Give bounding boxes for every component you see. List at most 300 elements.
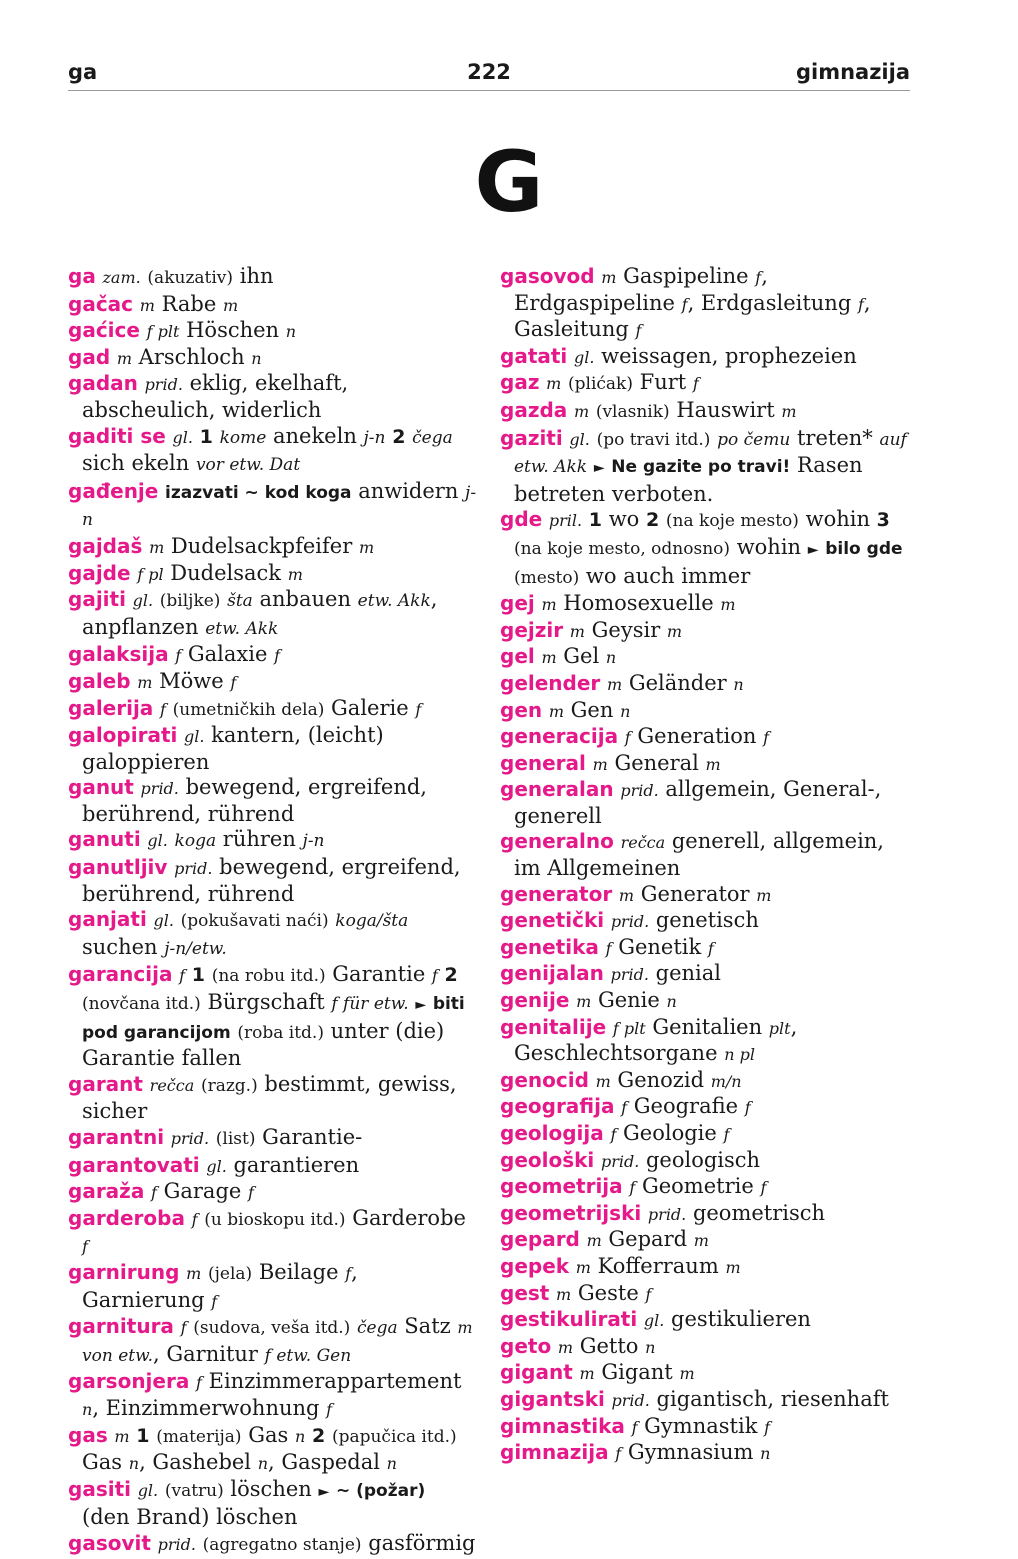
page-number: 222 <box>467 60 511 84</box>
headword: gad <box>68 344 111 369</box>
grammar-label: m <box>666 621 683 641</box>
grammar-label: m <box>556 1284 572 1304</box>
grammar-label: f <box>82 1237 88 1257</box>
usage-note: (pokušavati naći) <box>180 911 329 932</box>
grammar-label: m <box>595 1071 611 1091</box>
grammar-label: prid. <box>170 1129 210 1148</box>
headword: gigantski <box>500 1386 605 1411</box>
phrase: ~ (požar) <box>335 1480 426 1501</box>
headword: gej <box>500 591 535 616</box>
dictionary-entry: gaz m (plićak) Furt f <box>500 370 699 395</box>
grammar-label: m <box>575 1257 591 1277</box>
dictionary-entry: gasovod m Gaspipeline f, Erdgaspipeline f, Erdgasleitung f, Gasleitung f <box>500 264 871 342</box>
grammar-label: m <box>586 1231 602 1251</box>
grammar-label: zam. <box>102 268 141 287</box>
grammar-label: gl. <box>147 831 168 851</box>
grammar-label: n <box>285 322 297 342</box>
grammar-label: prid. <box>620 781 659 801</box>
grammar-label: gl. <box>137 1480 159 1500</box>
headword: garantni <box>68 1125 165 1149</box>
grammar-label: f <box>415 699 422 719</box>
grammar-label: f <box>179 966 186 986</box>
usage-note: (agregatno stanje) <box>202 1534 362 1555</box>
headword: general <box>500 750 586 775</box>
headword: genije <box>500 988 570 1013</box>
phrase-marker: ► <box>318 1483 330 1500</box>
grammar-label: f <box>723 1125 730 1144</box>
grammar-label: f <box>211 1291 218 1311</box>
headword: gaziti <box>500 425 563 450</box>
dictionary-entry: ganutljiv prid. bewegend, ergreifend, berührend, rührend <box>68 855 461 906</box>
headword: garderoba <box>68 1205 185 1230</box>
grammar-label: m <box>606 674 623 694</box>
headword: ga <box>68 264 96 288</box>
dictionary-entry: ga zam. (akuzativ) ihn <box>68 264 274 288</box>
dictionary-entry: garnirung m (jela) Beilage f, Garnierung f <box>68 1259 358 1312</box>
headword: garaža <box>68 1179 145 1204</box>
headword: gimnazija <box>500 1440 609 1465</box>
usage-note: (razg.) <box>200 1075 258 1096</box>
grammar-label: m <box>186 1263 202 1283</box>
grammar-label: n <box>605 648 617 668</box>
italic-note: kome <box>219 427 267 448</box>
usage-note: (sudova, veša itd.) <box>193 1318 351 1339</box>
headword: genijalan <box>500 961 604 986</box>
dictionary-entry: geometrija f Geometrie f <box>500 1174 767 1199</box>
grammar-label: n <box>295 1426 306 1446</box>
headword: gaditi se <box>68 423 166 448</box>
dictionary-entry: gađenje izazvati ~ kod koga anwidern j-n <box>68 478 477 531</box>
headword: gazda <box>500 397 568 422</box>
header-last-entry: gimnazija <box>795 60 910 84</box>
dictionary-entry: geologija f Geologie f <box>500 1121 730 1145</box>
headword: garnitura <box>68 1314 174 1339</box>
grammar-label: prid. <box>140 779 179 799</box>
grammar-label: f <box>629 1178 636 1198</box>
usage-note: (na koje mesto, odnosno) <box>514 538 731 559</box>
grammar-label: gl. <box>206 1156 227 1176</box>
usage-note: (plićak) <box>568 374 633 395</box>
grammar-label: f <box>326 1399 333 1419</box>
headword: gen <box>500 697 543 722</box>
headword: genitalije <box>500 1014 607 1039</box>
grammar-label: f <box>605 938 612 958</box>
dictionary-entry: galerija f (umetničkih dela) Galerie f <box>68 695 422 720</box>
dictionary-entry: geometrijski prid. geometrisch <box>500 1200 826 1225</box>
grammar-label: m <box>457 1318 473 1338</box>
dictionary-entry: genitalije f plt Genitalien plt, Geschlechtsorgane n pl <box>500 1014 798 1066</box>
italic-note: koga <box>174 831 217 852</box>
headword: gaz <box>500 370 540 395</box>
grammar-label: m <box>149 537 165 557</box>
sense-number: 1 <box>136 1424 150 1447</box>
dictionary-entry: gatati gl. weissagen, prophezeien <box>500 343 857 368</box>
headword: geografija <box>500 1094 615 1119</box>
dictionary-entry: gasiti gl. (vatru) löschen ► ~ (požar) (den Brand) löschen <box>68 1476 426 1530</box>
dictionary-entry: gad m Arschloch n <box>68 344 262 369</box>
grammar-label: m <box>569 621 585 641</box>
usage-note: (u bioskopu itd.) <box>204 1209 346 1230</box>
dictionary-entry: gigantski prid. gigantisch, riesenhaft <box>500 1386 889 1411</box>
grammar-label: f <box>615 1444 622 1464</box>
grammar-label: m <box>618 885 635 905</box>
headword: galaksija <box>68 642 169 667</box>
sense-number: 2 <box>444 964 458 987</box>
dictionary-entry: gimnazija f Gymnasium n <box>500 1440 771 1465</box>
headword: genocid <box>500 1067 589 1092</box>
grammar-label: gl. <box>153 911 174 931</box>
grammar-label: m <box>557 1337 574 1357</box>
headword: gaćice <box>68 318 140 343</box>
usage-note: (roba itd.) <box>237 1022 324 1043</box>
grammar-label: f <box>610 1125 617 1144</box>
dictionary-entry: gačac m Rabe m <box>68 291 239 316</box>
italic-note: f etw. Gen <box>264 1345 352 1366</box>
phrase: bilo gde <box>825 538 903 559</box>
grammar-label: f <box>151 1183 157 1203</box>
grammar-label: prid. <box>610 965 649 985</box>
headword: gigant <box>500 1360 573 1385</box>
headword: gelender <box>500 670 601 695</box>
dictionary-entry: genetika f Genetik f <box>500 934 714 959</box>
grammar-label: prid. <box>157 1534 196 1554</box>
grammar-label: m <box>781 401 797 421</box>
italic-note: j-n <box>302 831 325 852</box>
dictionary-entry: gepek m Kofferraum m <box>500 1253 741 1278</box>
grammar-label: m <box>720 595 736 615</box>
grammar-label: m <box>679 1364 695 1384</box>
dictionary-entry: gejzir m Geysir m <box>500 617 683 642</box>
dictionary-entry: gigant m Gigant m <box>500 1360 695 1385</box>
dictionary-entry: geto m Getto n <box>500 1333 656 1358</box>
grammar-label: f <box>160 699 166 719</box>
grammar-label: gl. <box>184 727 205 747</box>
grammar-label: m <box>548 701 564 721</box>
italic-note: čega <box>357 1318 398 1339</box>
grammar-label: f <box>175 646 182 666</box>
grammar-label: m/n <box>710 1071 742 1091</box>
headword: ganut <box>68 775 134 800</box>
italic-note: etw. Akk <box>205 618 279 639</box>
sense-number: 2 <box>646 509 660 532</box>
italic-note: koga/šta <box>335 911 409 932</box>
grammar-label: f <box>760 1178 767 1198</box>
headword: genetički <box>500 908 605 933</box>
dictionary-entry: gajde f pl Dudelsack m <box>68 560 303 585</box>
headword: ganutljiv <box>68 855 168 880</box>
grammar-label: f <box>645 1284 652 1304</box>
grammar-label: m <box>693 1231 709 1251</box>
dictionary-entry: gel m Gel n <box>500 644 617 669</box>
grammar-label: m <box>541 595 557 615</box>
dictionary-entry: gest m Geste f <box>500 1280 652 1305</box>
dictionary-entry: gelender m Geländer n <box>500 670 744 695</box>
usage-note: (vlasnik) <box>595 401 670 422</box>
grammar-label: pril. <box>548 511 583 531</box>
headword: geometrijski <box>500 1200 642 1225</box>
grammar-label: m <box>579 1364 595 1384</box>
italic-note: von etw. <box>82 1345 154 1366</box>
italic-note: po čemu <box>717 429 791 450</box>
headword: geometrija <box>500 1174 623 1199</box>
sense-number: 2 <box>392 425 406 448</box>
grammar-label: f <box>635 321 642 341</box>
dictionary-entry: garantni prid. (list) Garantie- <box>68 1125 363 1149</box>
headword: ganjati <box>68 907 147 932</box>
grammar-label: m <box>573 401 590 421</box>
phrase-marker: ► <box>415 997 427 1014</box>
grammar-label: f <box>681 294 688 314</box>
dictionary-entry: gajdaš m Dudelsackpfeifer m <box>68 533 375 558</box>
usage-note: (novčana itd.) <box>82 994 201 1015</box>
grammar-label: m <box>287 564 303 584</box>
headword: gel <box>500 644 535 669</box>
dictionary-entry: ganut prid. bewegend, ergreifend, berührend, rührend <box>68 775 427 826</box>
grammar-label: m <box>592 754 608 774</box>
grammar-label: prid. <box>600 1151 640 1171</box>
usage-note: (list) <box>215 1129 256 1149</box>
usage-note: (na koje mesto) <box>665 511 799 532</box>
grammar-label: f <box>624 728 631 748</box>
grammar-label: m <box>705 754 721 774</box>
usage-note: (vatru) <box>164 1480 224 1501</box>
headword: gejzir <box>500 617 564 642</box>
dictionary-entry: ganjati gl. (pokušavati naći) koga/šta suchen j-n/etw. <box>68 907 409 959</box>
headword: gde <box>500 507 543 532</box>
header-first-entry: ga <box>68 60 98 84</box>
headword: generacija <box>500 724 619 749</box>
italic-note: j-n <box>363 427 386 448</box>
grammar-label: n <box>645 1337 656 1357</box>
dictionary-entry: geografija f Geografie f <box>500 1094 751 1119</box>
dictionary-entry: galeb m Möwe f <box>68 668 237 693</box>
dictionary-entry: generator m Generator m <box>500 881 772 906</box>
grammar-label: rečca <box>620 833 666 853</box>
dictionary-entry: gajiti gl. (biljke) šta anbauen etw. Akk, anpflanzen etw. Akk <box>68 587 438 639</box>
grammar-label: n <box>257 1454 269 1474</box>
grammar-label: plt <box>768 1018 791 1038</box>
section-letter: G <box>474 133 544 231</box>
usage-note: (umetničkih dela) <box>172 699 325 720</box>
dictionary-entry: gadan prid. eklig, ekelhaft, abscheulich, widerlich <box>68 371 349 422</box>
grammar-label: f <box>431 966 438 986</box>
grammar-label: f <box>180 1318 187 1338</box>
running-head <box>68 58 910 91</box>
grammar-label: f <box>763 728 770 748</box>
headword: garant <box>68 1071 143 1096</box>
usage-note: (po travi itd.) <box>596 429 711 450</box>
sense-number: 2 <box>312 1424 326 1447</box>
headword: gatati <box>500 343 568 368</box>
grammar-label: f <box>191 1209 198 1229</box>
dictionary-entry: genijalan prid. genial <box>500 961 721 986</box>
grammar-label: n <box>82 1399 93 1419</box>
grammar-label: m <box>541 648 557 668</box>
dictionary-entry: generalno rečca generell, allgemein, im Allgemeinen <box>500 829 884 881</box>
grammar-label: f pl <box>137 564 164 584</box>
right-column <box>500 264 910 1467</box>
grammar-label: m <box>601 268 617 287</box>
sense-number: 1 <box>199 425 213 448</box>
grammar-label: n <box>760 1444 771 1464</box>
headword: garantovati <box>68 1152 200 1177</box>
left-column <box>68 264 478 1559</box>
headword: gasovit <box>68 1530 151 1555</box>
grammar-label: f <box>755 268 762 287</box>
grammar-label: f <box>196 1373 202 1393</box>
dictionary-entry: genije m Genie n <box>500 988 677 1013</box>
headword: gajdaš <box>68 533 143 558</box>
grammar-label: f plt <box>146 322 180 342</box>
headword: gačac <box>68 291 134 316</box>
dictionary-entry: gaziti gl. (po travi itd.) po čemu treten* auf etw. Akk ► Ne gazite po travi! Rasen betreten verboten. <box>500 425 907 506</box>
grammar-label: f <box>274 646 280 666</box>
headword: gest <box>500 1280 550 1305</box>
grammar-label: prid. <box>610 912 650 932</box>
grammar-label: f <box>248 1183 254 1203</box>
grammar-label: f <box>692 374 699 394</box>
italic-note: f für etw. <box>331 994 409 1015</box>
dictionary-entry: genetički prid. genetisch <box>500 908 759 933</box>
headword: generalno <box>500 829 614 854</box>
headword: garnirung <box>68 1259 180 1284</box>
headword: generalan <box>500 777 614 802</box>
dictionary-entry: gej m Homosexuelle m <box>500 591 736 616</box>
italic-note: šta <box>227 591 253 612</box>
dictionary-entry: garantovati gl. garantieren <box>68 1152 360 1177</box>
headword: gimnastika <box>500 1413 625 1438</box>
grammar-label: m <box>137 672 153 692</box>
dictionary-entry: geološki prid. geologisch <box>500 1147 761 1172</box>
headword: garancija <box>68 962 173 987</box>
dictionary-entry: gasovit prid. (agregatno stanje) gasförmig <box>68 1530 476 1555</box>
grammar-label: gl. <box>569 429 590 449</box>
phrase: izazvati ~ kod koga <box>165 482 352 503</box>
dictionary-entry: garant rečca (razg.) bestimmt, gewiss, sicher <box>68 1071 457 1124</box>
grammar-label: m <box>222 295 239 315</box>
italic-note: etw. Akk <box>357 591 431 612</box>
dictionary-entry: gas m 1 (materija) Gas n 2 (papučica itd.) Gas n, Gashebel n, Gaspedal n <box>68 1422 457 1475</box>
grammar-label: f <box>345 1263 352 1283</box>
grammar-label: m <box>358 537 375 557</box>
grammar-label: m <box>116 348 132 368</box>
grammar-label: f <box>230 672 237 692</box>
grammar-label: f <box>744 1098 751 1118</box>
phrase-marker: ► <box>593 460 605 477</box>
grammar-label: f <box>764 1417 771 1437</box>
grammar-label: f <box>857 294 864 314</box>
dictionary-entry: galopirati gl. kantern, (leicht) galoppieren <box>68 723 384 774</box>
grammar-label: gl. <box>172 427 193 447</box>
phrase: Ne gazite po travi! <box>611 457 791 478</box>
grammar-label: gl. <box>643 1311 665 1331</box>
dictionary-entry: gestikulirati gl. gestikulieren <box>500 1307 811 1332</box>
dictionary-entry: gen m Gen n <box>500 697 631 722</box>
headword: gajiti <box>68 587 126 612</box>
headword: gas <box>68 1422 108 1447</box>
italic-note: vor etw. Dat <box>195 455 301 476</box>
dictionary-entry: gde pril. 1 wo 2 (na koje mesto) wohin 3 (na koje mesto, odnosno) wohin ► bilo gde (mesto) wo auch immer <box>500 507 903 588</box>
grammar-label: m <box>114 1426 130 1446</box>
headword: genetika <box>500 934 599 959</box>
dictionary-entry: garancija f 1 (na robu itd.) Garantie f 2 (novčana itd.) Bürgschaft f für etw. ► biti pod garancijom (roba itd.) unter (die) Garantie fallen <box>68 962 465 1071</box>
sense-number: 3 <box>876 509 890 532</box>
grammar-label: prid. <box>647 1204 687 1224</box>
grammar-label: gl. <box>132 591 154 611</box>
headword: galeb <box>68 668 131 693</box>
grammar-label: prid. <box>174 859 213 879</box>
grammar-label: m <box>576 992 592 1012</box>
usage-note: (mesto) <box>514 567 580 588</box>
headword: geološki <box>500 1147 595 1172</box>
headword: gadan <box>68 371 138 396</box>
dictionary-entry: ganuti gl. koga rühren j-n <box>68 827 325 852</box>
headword: gepard <box>500 1227 580 1252</box>
dictionary-entry: generacija f Generation f <box>500 724 770 749</box>
phrase: biti pod garancijom <box>82 994 465 1043</box>
usage-note: (materija) <box>156 1426 242 1447</box>
grammar-label: m <box>756 885 772 905</box>
usage-note: (papučica itd.) <box>331 1426 457 1447</box>
grammar-label: f <box>707 938 714 958</box>
grammar-label: n <box>666 992 677 1012</box>
grammar-label: n <box>251 348 262 368</box>
dictionary-entry: garderoba f (u bioskopu itd.) Garderobe f <box>68 1205 466 1257</box>
grammar-label: n pl <box>724 1045 755 1065</box>
grammar-label: prid. <box>144 375 183 395</box>
grammar-label: n <box>733 674 744 694</box>
headword: gađenje <box>68 478 159 503</box>
usage-note: (na robu itd.) <box>211 966 326 987</box>
usage-note: (biljke) <box>159 591 221 612</box>
italic-note: čega <box>412 427 453 448</box>
dictionary-entry: general m General m <box>500 750 721 775</box>
headword: gepek <box>500 1253 570 1278</box>
dictionary-entry: gimnastika f Gymnastik f <box>500 1413 771 1438</box>
italic-note: auf etw. Akk <box>514 429 907 478</box>
dictionary-entry: generalan prid. allgemein, General-, generell <box>500 777 882 828</box>
headword: garsonjera <box>68 1369 190 1394</box>
grammar-label: m <box>139 295 155 315</box>
headword: geto <box>500 1333 552 1358</box>
dictionary-entry: garnitura f (sudova, veša itd.) čega Satz m von etw., Garnitur f etw. Gen <box>68 1314 473 1366</box>
headword: galopirati <box>68 723 178 748</box>
grammar-label: m <box>725 1257 741 1277</box>
headword: gasiti <box>68 1476 131 1501</box>
dictionary-entry: gepard m Gepard m <box>500 1227 709 1252</box>
dictionary-entry: galaksija f Galaxie f <box>68 642 280 667</box>
headword: ganuti <box>68 827 141 852</box>
headword: gajde <box>68 560 131 585</box>
usage-note: (jela) <box>207 1263 253 1284</box>
dictionary-entry: gaditi se gl. 1 kome anekeln j-n 2 čega sich ekeln vor etw. Dat <box>68 423 453 476</box>
sense-number: 1 <box>588 509 603 532</box>
grammar-label: n <box>128 1454 140 1474</box>
grammar-label: f <box>621 1098 628 1118</box>
italic-note: j-n/etw. <box>164 938 227 959</box>
grammar-label: gl. <box>573 347 595 367</box>
dictionary-entry: garaža f Garage f <box>68 1179 254 1204</box>
headword: gasovod <box>500 264 595 288</box>
dictionary-entry: garsonjera f Einzimmerappartement n, Einzimmerwohnung f <box>68 1369 462 1420</box>
usage-note: (akuzativ) <box>147 268 234 288</box>
grammar-label: f plt <box>612 1018 646 1038</box>
grammar-label: prid. <box>611 1390 650 1410</box>
grammar-label: n <box>620 701 631 721</box>
headword: geologija <box>500 1121 604 1145</box>
headword: galerija <box>68 695 154 720</box>
headword: gestikulirati <box>500 1307 638 1332</box>
